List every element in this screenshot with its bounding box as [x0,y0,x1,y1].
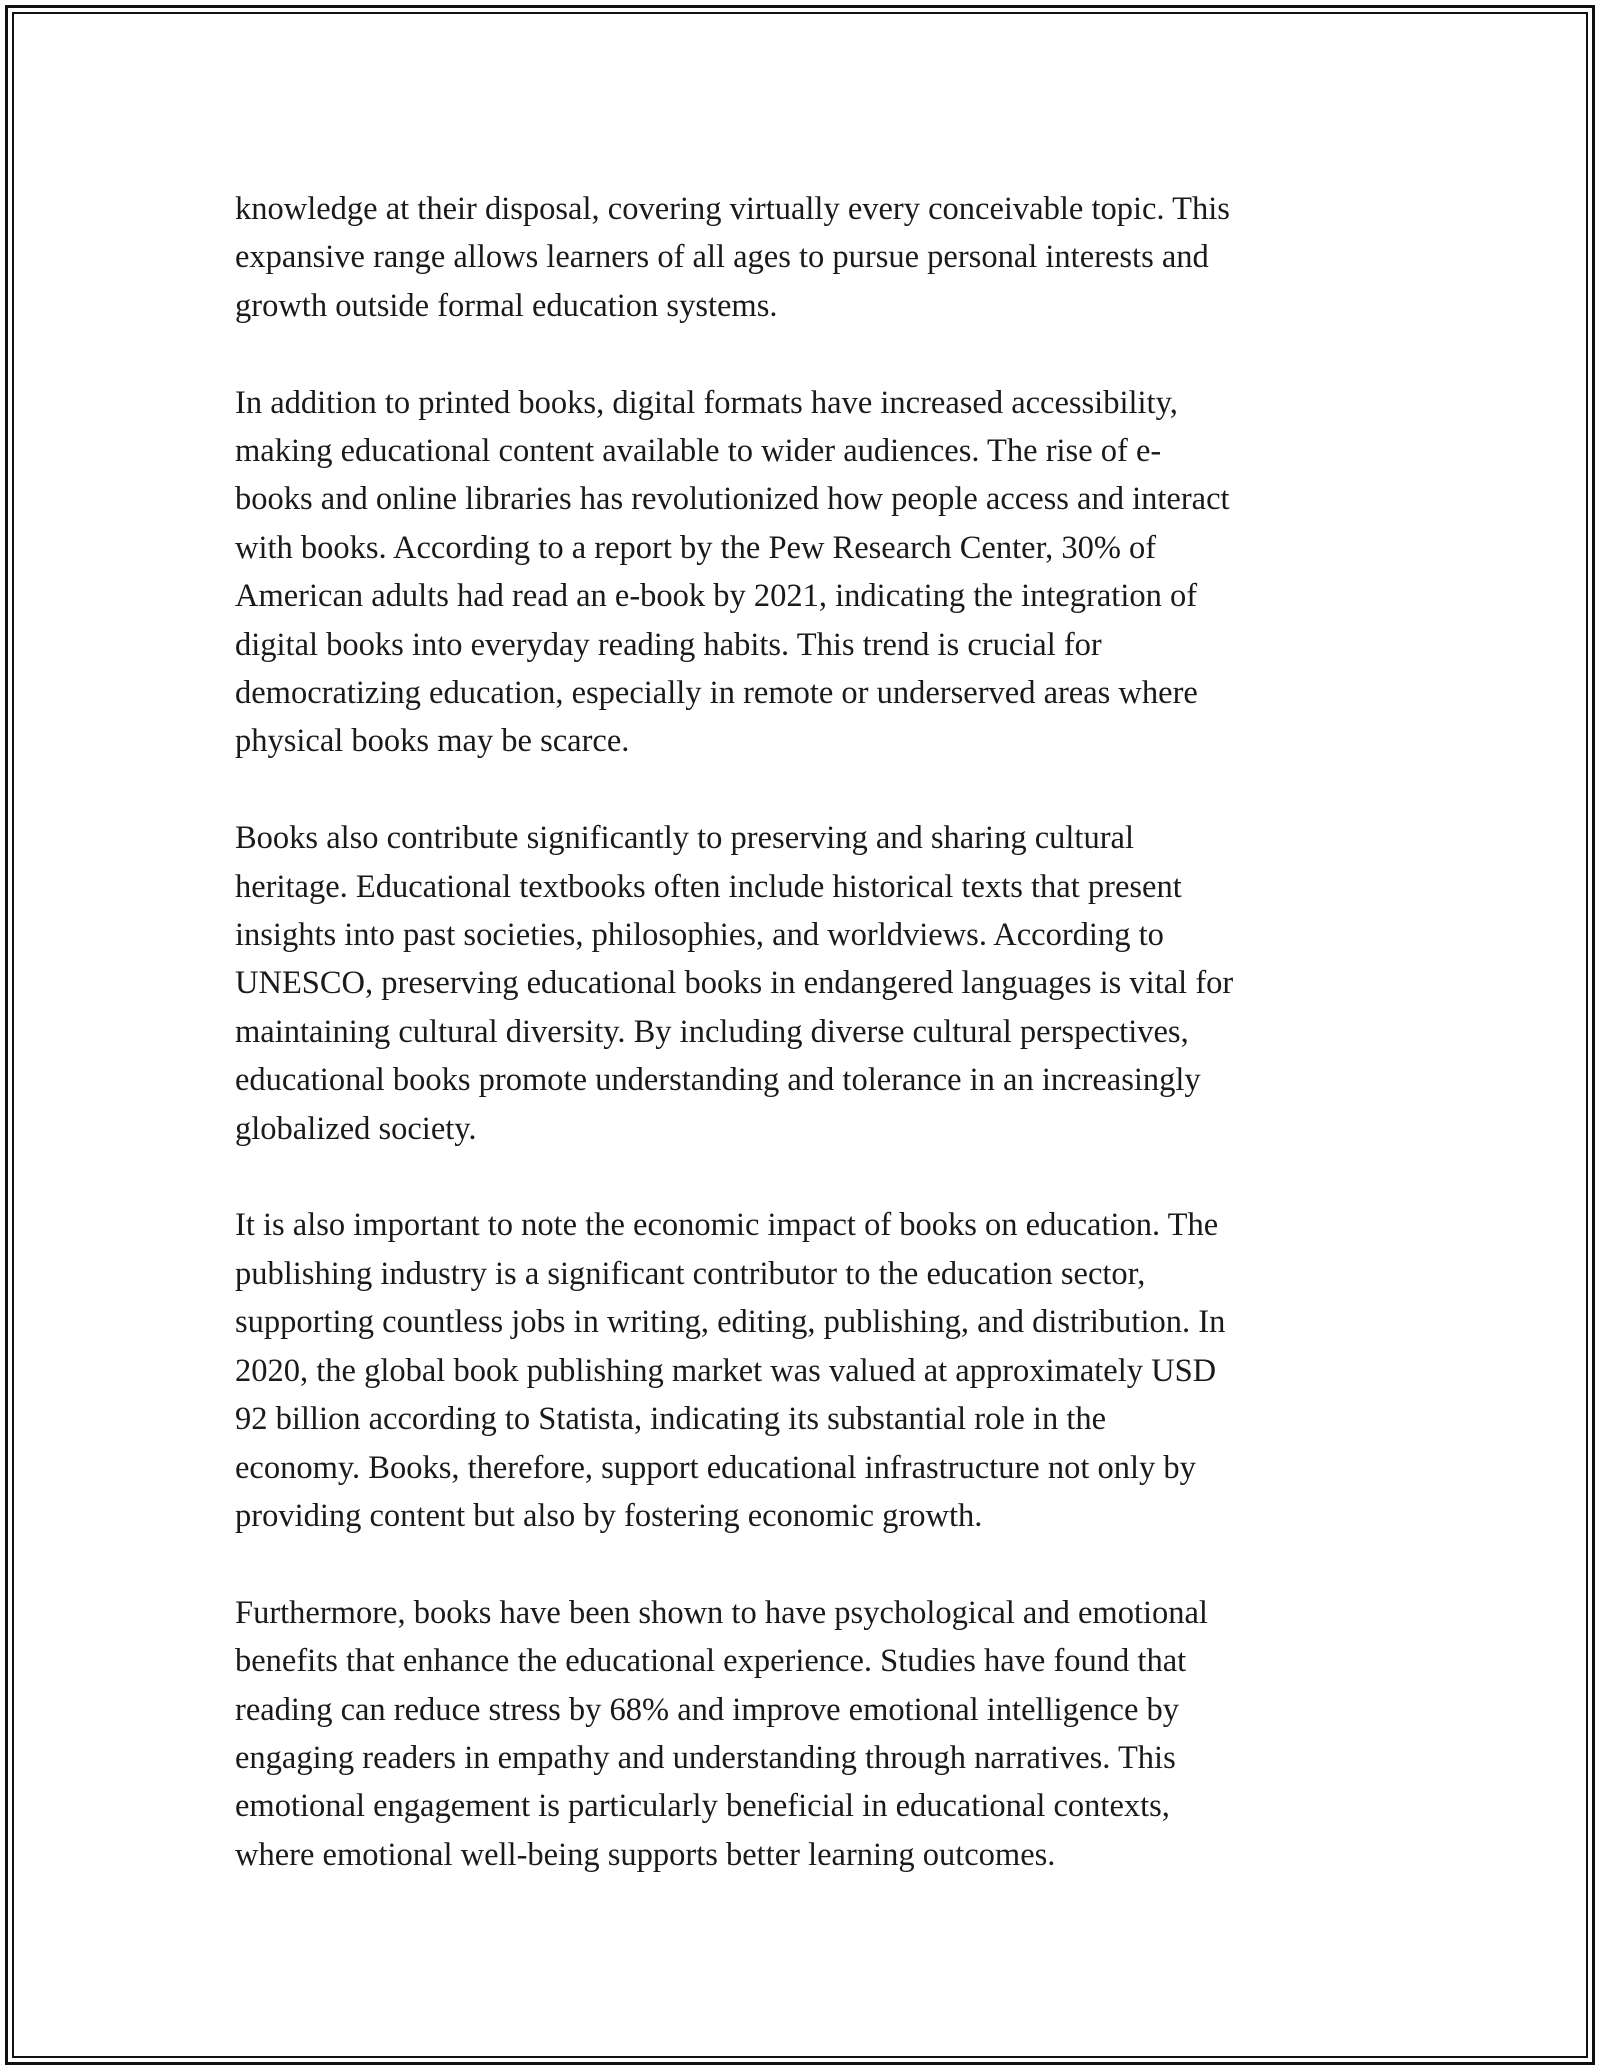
paragraph-economic-impact: It is also important to note the economic impact of books on education. The publishing industry is a significant contributor to the education sector, supporting countless jobs in writing, editing, publishing, and distribution. In 2020, the global book publishing market was valued at approximately USD 92 billion according to Statista, indicating its substantial role in the economy. Books, therefore, support educational infrastructure not only by providing content but also by fostering economic growth. [235,1207,1226,1534]
paragraph-knowledge-range: knowledge at their disposal, covering virtually every conceivable topic. This expansive range allows learners of all ages to pursue personal interests and growth outside formal education systems. [235,191,1230,324]
document-body [235,185,1365,1928]
paragraph-emotional-benefits: Furthermore, books have been shown to have psychological and emotional benefits that enhance the educational experience. Studies have found that reading can reduce stress by 68% and improve emotional intelligence by engaging readers in empathy and understanding through narratives. This emotional engagement is particularly beneficial in educational contexts, where emotional well-being supports better learning outcomes. [235,1594,1208,1873]
paragraph-digital-formats: In addition to printed books, digital formats have increased accessibility, making educational content available to wider audiences. The rise of e- books and online libraries has revolutionized how people access and interact with books. According to a report by the Pew Research Center, 30% of American adults had read an e-book by 2021, indicating the integration of digital books into everyday reading habits. This trend is crucial for democratizing education, especially in remote or underserved areas where physical books may be scarce. [235,384,1230,760]
paragraph-cultural-heritage: Books also contribute significantly to preserving and sharing cultural heritage. Educational textbooks often include historical texts that present insights into past societies, philosophies, and worldviews. According to UNESCO, preserving educational books in endangered languages is vital for maintaining cultural diversity. By including diverse cultural perspectives, educational books promote understanding and tolerance in an increasingly globalized society. [235,820,1234,1147]
